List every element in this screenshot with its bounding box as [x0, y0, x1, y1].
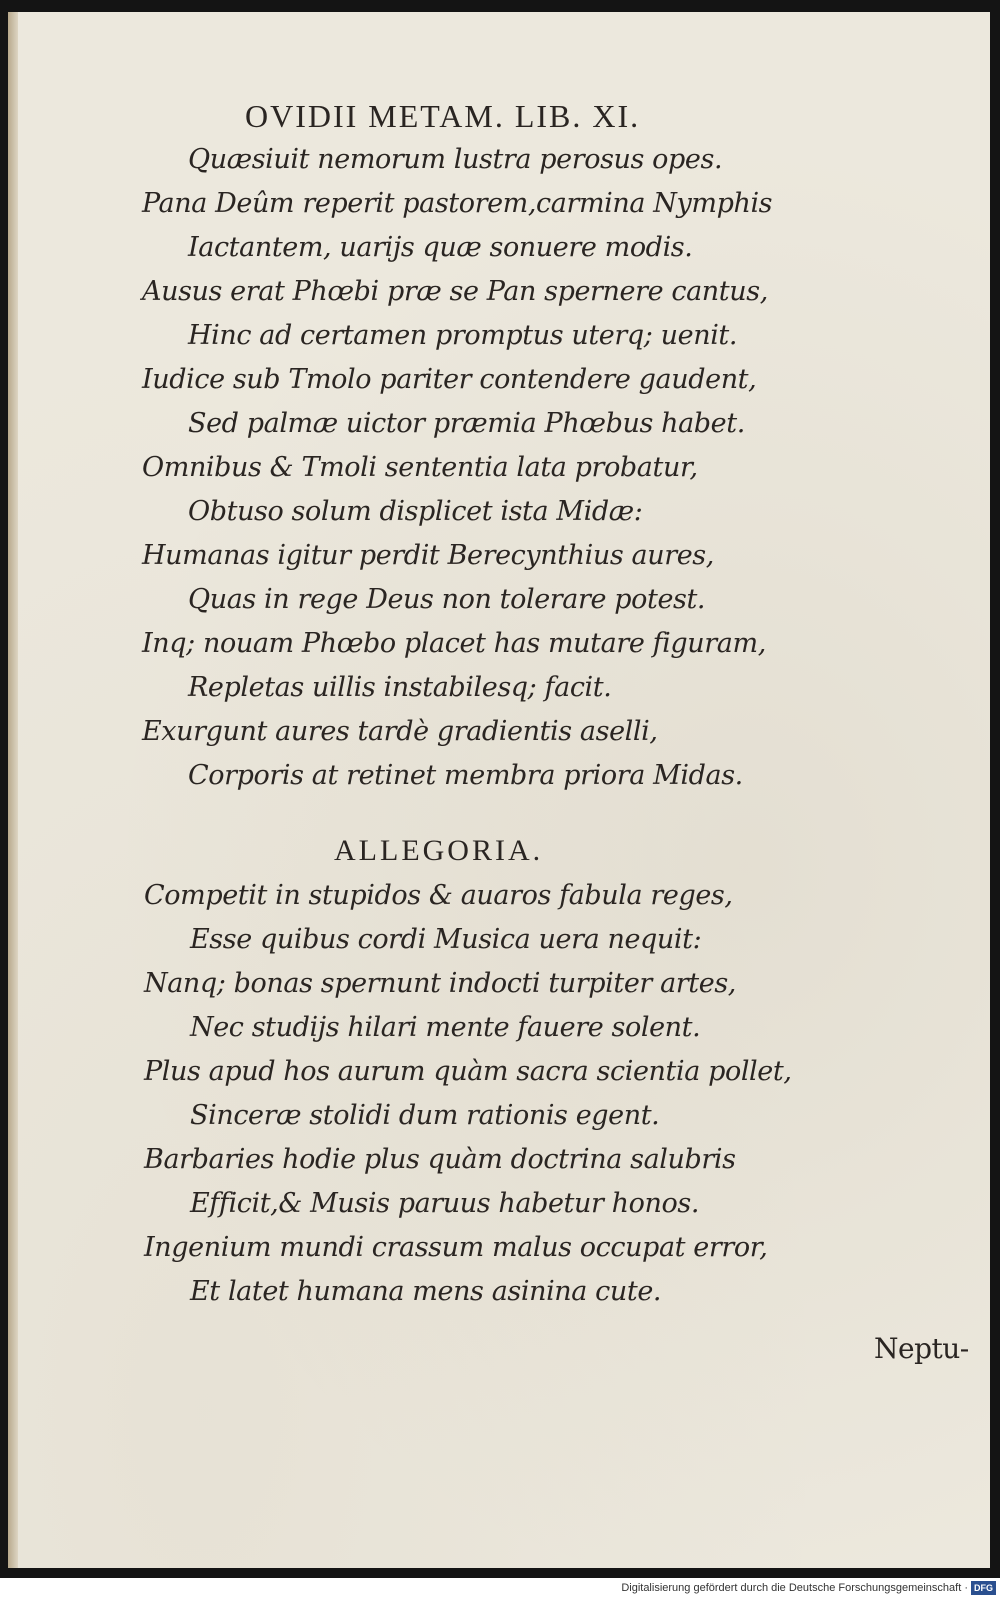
verse-line: Pana Deûm reperit pastorem,carmina Nymphis [142, 188, 773, 219]
verse-line: Efficit,& Musis paruus habetur honos. [190, 1188, 700, 1219]
dfg-logo-icon: DFG [971, 1581, 996, 1595]
catchword: Neptu- [874, 1332, 969, 1365]
book-page [8, 12, 990, 1568]
funding-credit: Digitalisierung gefördert durch die Deutsche Forschungsgemeinschaft · [621, 1582, 968, 1594]
verse-line: Iactantem, uarijs quæ sonuere modis. [188, 232, 693, 263]
verse-line: Competit in stupidos & auaros fabula reges, [144, 880, 733, 911]
page-gutter-edge [8, 12, 18, 1568]
verse-line: Hinc ad certamen promptus uterq; uenit. [188, 320, 738, 351]
verse-line: Sinceræ stolidi dum rationis egent. [190, 1100, 660, 1131]
verse-line: Quas in rege Deus non tolerare potest. [188, 584, 706, 615]
verse-line: Obtuso solum displicet ista Midæ: [188, 496, 643, 527]
running-head: OVIDII METAM. LIB. XI. [245, 98, 641, 134]
verse-line: Et latet humana mens asinina cute. [190, 1276, 662, 1307]
allegoria-heading: ALLEGORIA. [334, 834, 544, 867]
verse-line: Nanq; bonas spernunt indocti turpiter artes, [144, 968, 736, 999]
verse-line: Corporis at retinet membra priora Midas. [188, 760, 743, 791]
verse-line: Humanas igitur perdit Berecynthius aures, [142, 540, 714, 571]
show-through-from-reverse [778, 792, 978, 1312]
verse-line: Esse quibus cordi Musica uera nequit: [190, 924, 702, 955]
verse-line: Quæsiuit nemorum lustra perosus opes. [188, 144, 723, 175]
verse-line: Ausus erat Phœbi præ se Pan spernere cantus, [142, 276, 768, 307]
verse-line: Iudice sub Tmolo pariter contendere gaudent, [142, 364, 757, 395]
verse-line: Sed palmæ uictor præmia Phœbus habet. [188, 408, 745, 439]
verse-line: Repletas uillis instabilesq; facit. [188, 672, 612, 703]
verse-line: Omnibus & Tmoli sententia lata probatur, [142, 452, 698, 483]
verse-line: Ingenium mundi crassum malus occupat error, [144, 1232, 768, 1263]
verse-line: Exurgunt aures tardè gradientis aselli, [142, 716, 658, 747]
verse-line: Barbaries hodie plus quàm doctrina salubris [144, 1144, 736, 1175]
verse-line: Plus apud hos aurum quàm sacra scientia pollet, [144, 1056, 792, 1087]
digitization-footer [0, 1578, 1000, 1601]
verse-line: Inq; nouam Phœbo placet has mutare figuram, [142, 628, 766, 659]
verse-line: Nec studijs hilari mente fauere solent. [190, 1012, 701, 1043]
